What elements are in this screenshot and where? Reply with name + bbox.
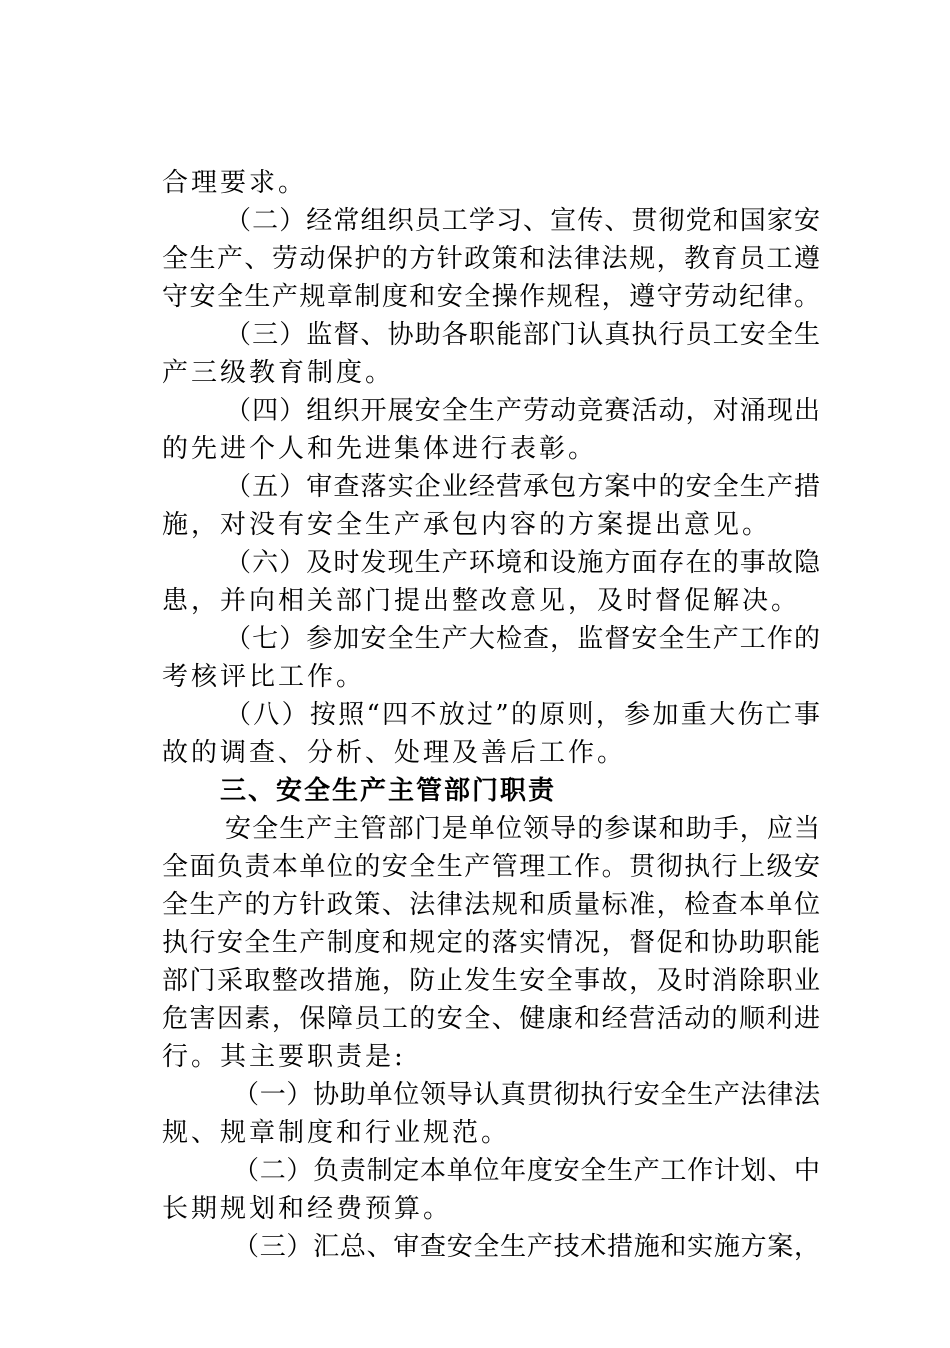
text-line: 合理要求。 bbox=[162, 168, 308, 198]
text-line: 行。其主要职责是: bbox=[162, 1042, 406, 1072]
text-line: 全生产、劳动保护的方针政策和法律法规，教育员工遵 bbox=[162, 244, 820, 274]
text-line: 规、规章制度和行业规范。 bbox=[162, 1118, 511, 1148]
text-line: 部门采取整改措施，防止发生安全事故，及时消除职业 bbox=[162, 966, 820, 996]
text-line: 全面负责本单位的安全生产管理工作。贯彻执行上级安 bbox=[162, 852, 820, 882]
text-line: 守安全生产规章制度和安全操作规程，遵守劳动纪律。 bbox=[162, 282, 820, 312]
text-line: （二）经常组织员工学习、宣传、贯彻党和国家安 bbox=[225, 206, 820, 236]
text-line: 全生产的方针政策、法律法规和质量标准，检查本单位 bbox=[162, 890, 820, 920]
text-line: （三）汇总、审查安全生产技术措施和实施方案， bbox=[233, 1232, 820, 1262]
text-line: 产三级教育制度。 bbox=[162, 358, 395, 388]
section-heading: 三、安全生产主管部门职责 bbox=[220, 776, 557, 806]
text-line: （五）审查落实企业经营承包方案中的安全生产措 bbox=[225, 472, 820, 502]
text-line: 考核评比工作。 bbox=[162, 662, 366, 692]
text-line: 危害因素，保障员工的安全、健康和经营活动的顺利进 bbox=[162, 1004, 820, 1034]
text-line: （八）按照“四不放过”的原则，参加重大伤亡事 bbox=[225, 700, 820, 730]
text-line: 患，并向相关部门提出整改意见，及时督促解决。 bbox=[162, 586, 801, 616]
text-line: 的先进个人和先进集体进行表彰。 bbox=[162, 434, 598, 464]
text-line: 执行安全生产制度和规定的落实情况，督促和协助职能 bbox=[162, 928, 820, 958]
text-line: （二）负责制定本单位年度安全生产工作计划、中 bbox=[233, 1156, 820, 1186]
text-line: 故的调查、分析、处理及善后工作。 bbox=[162, 738, 627, 768]
text-line: （六）及时发现生产环境和设施方面存在的事故隐 bbox=[225, 548, 820, 578]
text-line: 安全生产主管部门是单位领导的参谋和助手，应当 bbox=[225, 814, 820, 844]
text-line: （四）组织开展安全生产劳动竞赛活动，对涌现出 bbox=[225, 396, 820, 426]
text-line: （三）监督、协助各职能部门认真执行员工安全生 bbox=[225, 320, 820, 350]
text-line: （一）协助单位领导认真贯彻执行安全生产法律法 bbox=[233, 1080, 820, 1110]
text-line: （七）参加安全生产大检查，监督安全生产工作的 bbox=[225, 624, 820, 654]
text-line: 施，对没有安全生产承包内容的方案提出意见。 bbox=[162, 510, 772, 540]
text-line: 长期规划和经费预算。 bbox=[162, 1194, 453, 1224]
